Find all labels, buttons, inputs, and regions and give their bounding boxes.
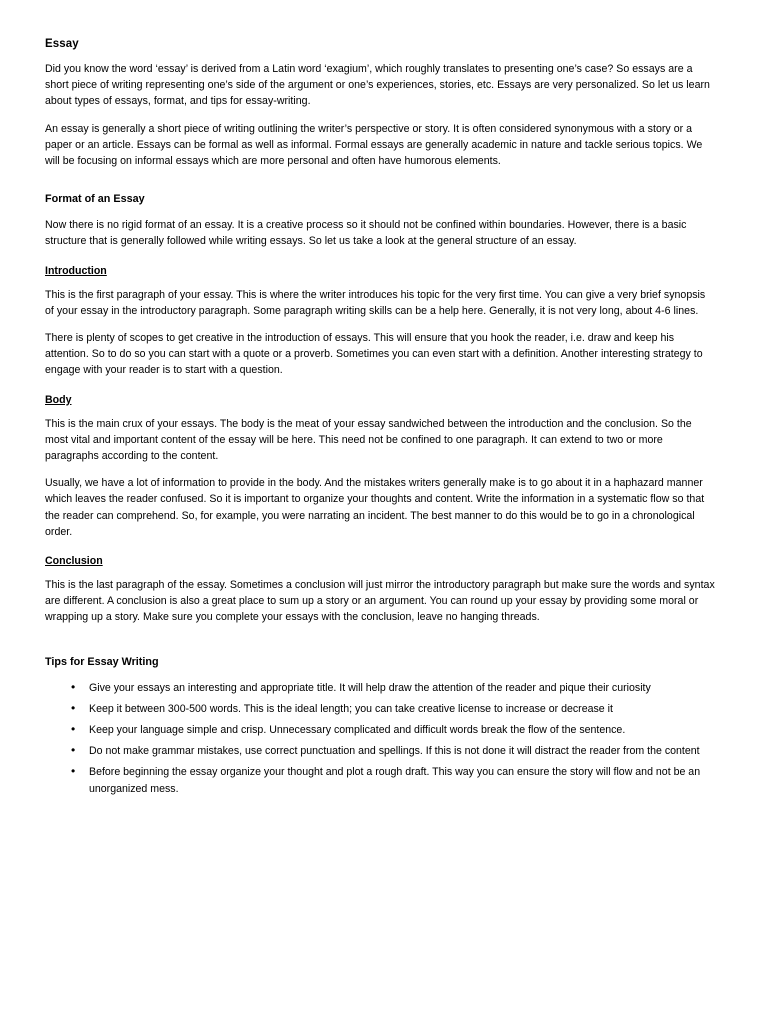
format-paragraph: Now there is no rigid format of an essay. It is a creative process so it should not be confined within boundaries. However, there is a basic structure that is generally followed while writing essays. So let us take a look at the general structure of an essay. (45, 219, 687, 248)
introduction-paragraph-1: This is the first paragraph of your essay. This is where the writer introduces his topic for the very first time. You can give a very brief synopsis of your essay in the introductory paragraph. Some paragraph writing skills can be a help here. Generally, it is not very long, about 4-6 lines. (45, 288, 706, 317)
subsection-introduction (45, 261, 716, 287)
subsection-heading-body: Body (45, 393, 72, 406)
section-heading-format: Format of an Essay (45, 193, 145, 206)
subsection-body (45, 390, 716, 416)
body-paragraph-2: Usually, we have a lot of information to provide in the body. And the mistakes writers generally make is to go about it in a haphazard manner which leaves the reader confused. So it is important to organize your thoughts and content. Write the information in a systematic flow so that the reader can comprehend. So, for example, you were narrating an incident. The best manner to do this would be to go in a chronological order. (45, 477, 705, 538)
subsection-heading-introduction: Introduction (45, 264, 107, 277)
section-heading-tips: Tips for Essay Writing (45, 655, 159, 668)
list-item: • Before beginning the essay organize your thought and plot a rough draft. This way you can ensure the story will flow and not be an unorganized mess. (45, 764, 716, 796)
page-title: Essay (45, 38, 79, 50)
subsection-conclusion (45, 551, 716, 577)
intro-paragraph-1: Did you know the word ‘essay’ is derived from a Latin word ‘exagium’, which roughly translates to presenting one’s case? So essays are a short piece of writing representing one’s side of the argument or one’s experiences, stories, etc. Essays are very personalized. So let us learn about types of essays, format, and tips for essay-writing. (45, 63, 710, 108)
body-paragraph-1: This is the main crux of your essays. The body is the meat of your essay sandwiched between the introduction and the conclusion. So the most vital and important content of the essay will be here. This need not be confined to one paragraph. It can extend to two or more paragraphs according to the content. (45, 417, 692, 463)
list-item: • Do not make grammar mistakes, use correct punctuation and spellings. If this is not done it will distract the reader from the content (45, 743, 716, 759)
subsection-heading-conclusion: Conclusion (45, 555, 103, 568)
introduction-paragraph-2: There is plenty of scopes to get creative in the introduction of essays. This will ensure that you hook the reader, i.e. draw and keep his attention. So to do so you can start with a quote or a proverb. Sometimes you can even start with a definition. Another interesting strategy to engage with your reader is to start with a question. (45, 332, 703, 377)
tips-list (45, 680, 716, 797)
intro-paragraph-2: An essay is generally a short piece of writing outlining the writer’s perspective or story. It is often considered synonymous with a story or a paper or an article. Essays can be formal as well as informal. Formal essays are generally academic in nature and tackle serious topics. We will be focusing on informal essays which are more personal and often have humorous elements. (45, 122, 703, 168)
list-item: • Keep it between 300-500 words. This is the ideal length; you can take creative license to increase or decrease it (45, 701, 716, 717)
list-item: • Keep your language simple and crisp. Unnecessary complicated and difficult words break the flow of the sentence. (45, 722, 716, 738)
list-item: • Give your essays an interesting and appropriate title. It will help draw the attention of the reader and pique their curiosity (45, 680, 716, 696)
conclusion-paragraph-1: This is the last paragraph of the essay. Sometimes a conclusion will just mirror the introductory paragraph but make sure the words and syntax are different. A conclusion is also a great place to sum up a story or an argument. You can round up your essay by providing some moral or wrapping up a story. Make sure you complete your essays with the conclusion, leave no hanging threads. (45, 579, 715, 624)
